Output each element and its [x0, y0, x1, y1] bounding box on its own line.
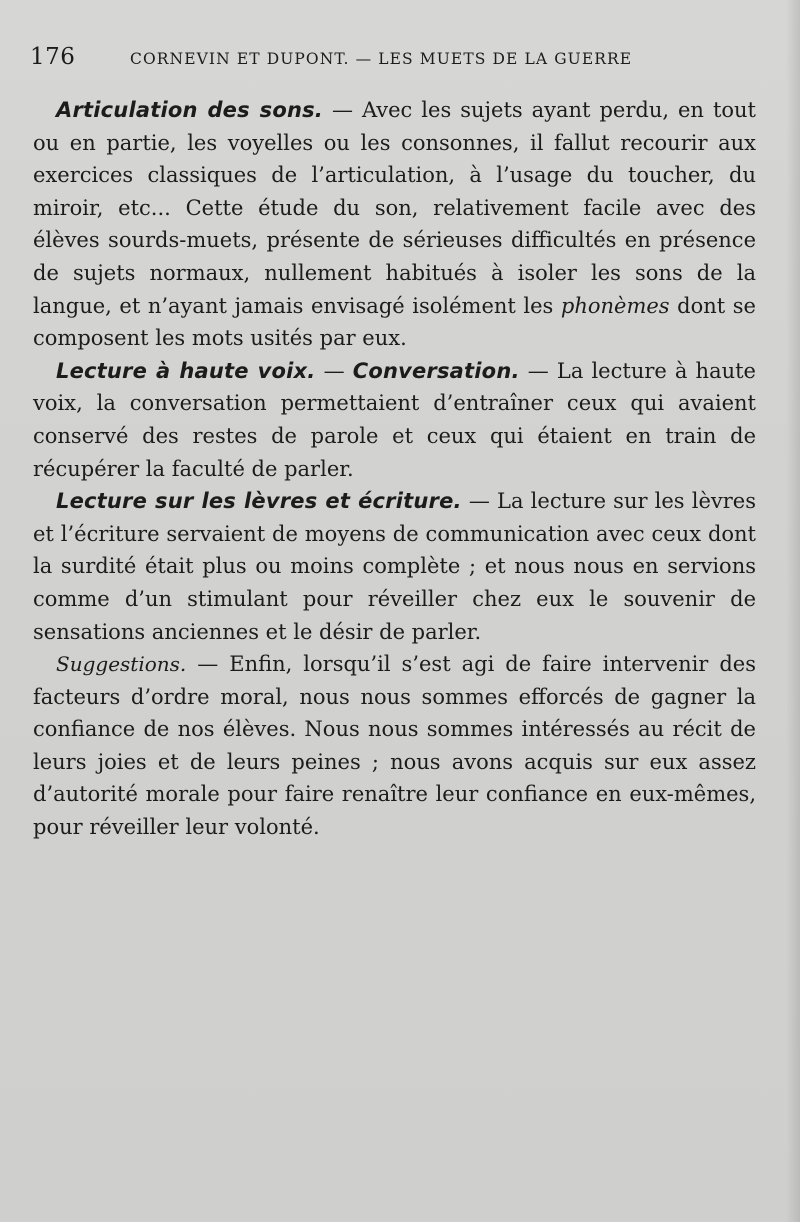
paragraph-text: La lecture sur les lèvres et l’écriture servaient de moyens de communication avec ceux dont la surdité était plus ou moins complète ; et nous nous en servions comme d’un stimulant pour réveiller chez eux le souvenir de sensations anciennes et le désir de parler. [33, 489, 756, 644]
running-title: CORNEVIN ET DUPONT. — LES MUETS DE LA GUERRE [130, 50, 633, 68]
emphasis-term: phonèmes [560, 293, 670, 318]
paragraph-text: dont se composent les mots usités par eux. [33, 293, 756, 351]
paragraph-lecture-levres [33, 485, 756, 648]
title-dash: — [186, 652, 230, 677]
title-dash: — [519, 358, 557, 383]
title-dash: — [315, 358, 353, 383]
title-dash: — [322, 98, 362, 122]
section-title-lecture-levres: Lecture sur les lèvres et écriture. [56, 489, 462, 514]
running-head [30, 44, 760, 76]
page-number: 176 [30, 44, 76, 70]
title-dash: — [461, 489, 498, 514]
paragraph-suggestions [33, 648, 756, 844]
section-title-articulation: Articulation des sons. [56, 98, 323, 122]
body-text [33, 94, 756, 844]
paragraph-text: Avec les sujets ayant perdu, en tout ou en partie, les voyelles ou les consonnes, il fallut recourir aux exercices classiques de l’articulation, à l’usage du toucher, du miroir, etc... Cette étude du son, relativement facile avec des élèves sourds-muets, présente de sérieuses difficultés en présence de sujets normaux, nullement habitués à isoler les sons de la langue, et n’ayant jamais envisagé isolément les [33, 98, 756, 318]
section-title-suggestions: Suggestions. [56, 652, 187, 677]
paragraph-text: La lecture à haute voix, la conversation permettaient d’entraîner ceux qui avaient conservé des restes de parole et ceux qui étaient en train de récupérer la faculté de parler. [33, 358, 756, 481]
paragraph-lecture-haute-voix [33, 355, 756, 485]
section-title-lecture-haute-voix: Lecture à haute voix. [56, 358, 316, 383]
paragraph-text: Enfin, lorsqu’il s’est agi de faire intervenir des facteurs d’ordre moral, nous nous sommes efforcés de gagner la confiance de nos élèves. Nous nous sommes intéressés au récit de leurs joies et de leurs peines ; nous avons acquis sur eux assez d’autorité morale pour faire renaître leur confiance en eux-mêmes, pour réveiller leur volonté. [33, 652, 756, 840]
section-title-conversation: Conversation. [352, 358, 520, 383]
paragraph-articulation [33, 94, 756, 355]
